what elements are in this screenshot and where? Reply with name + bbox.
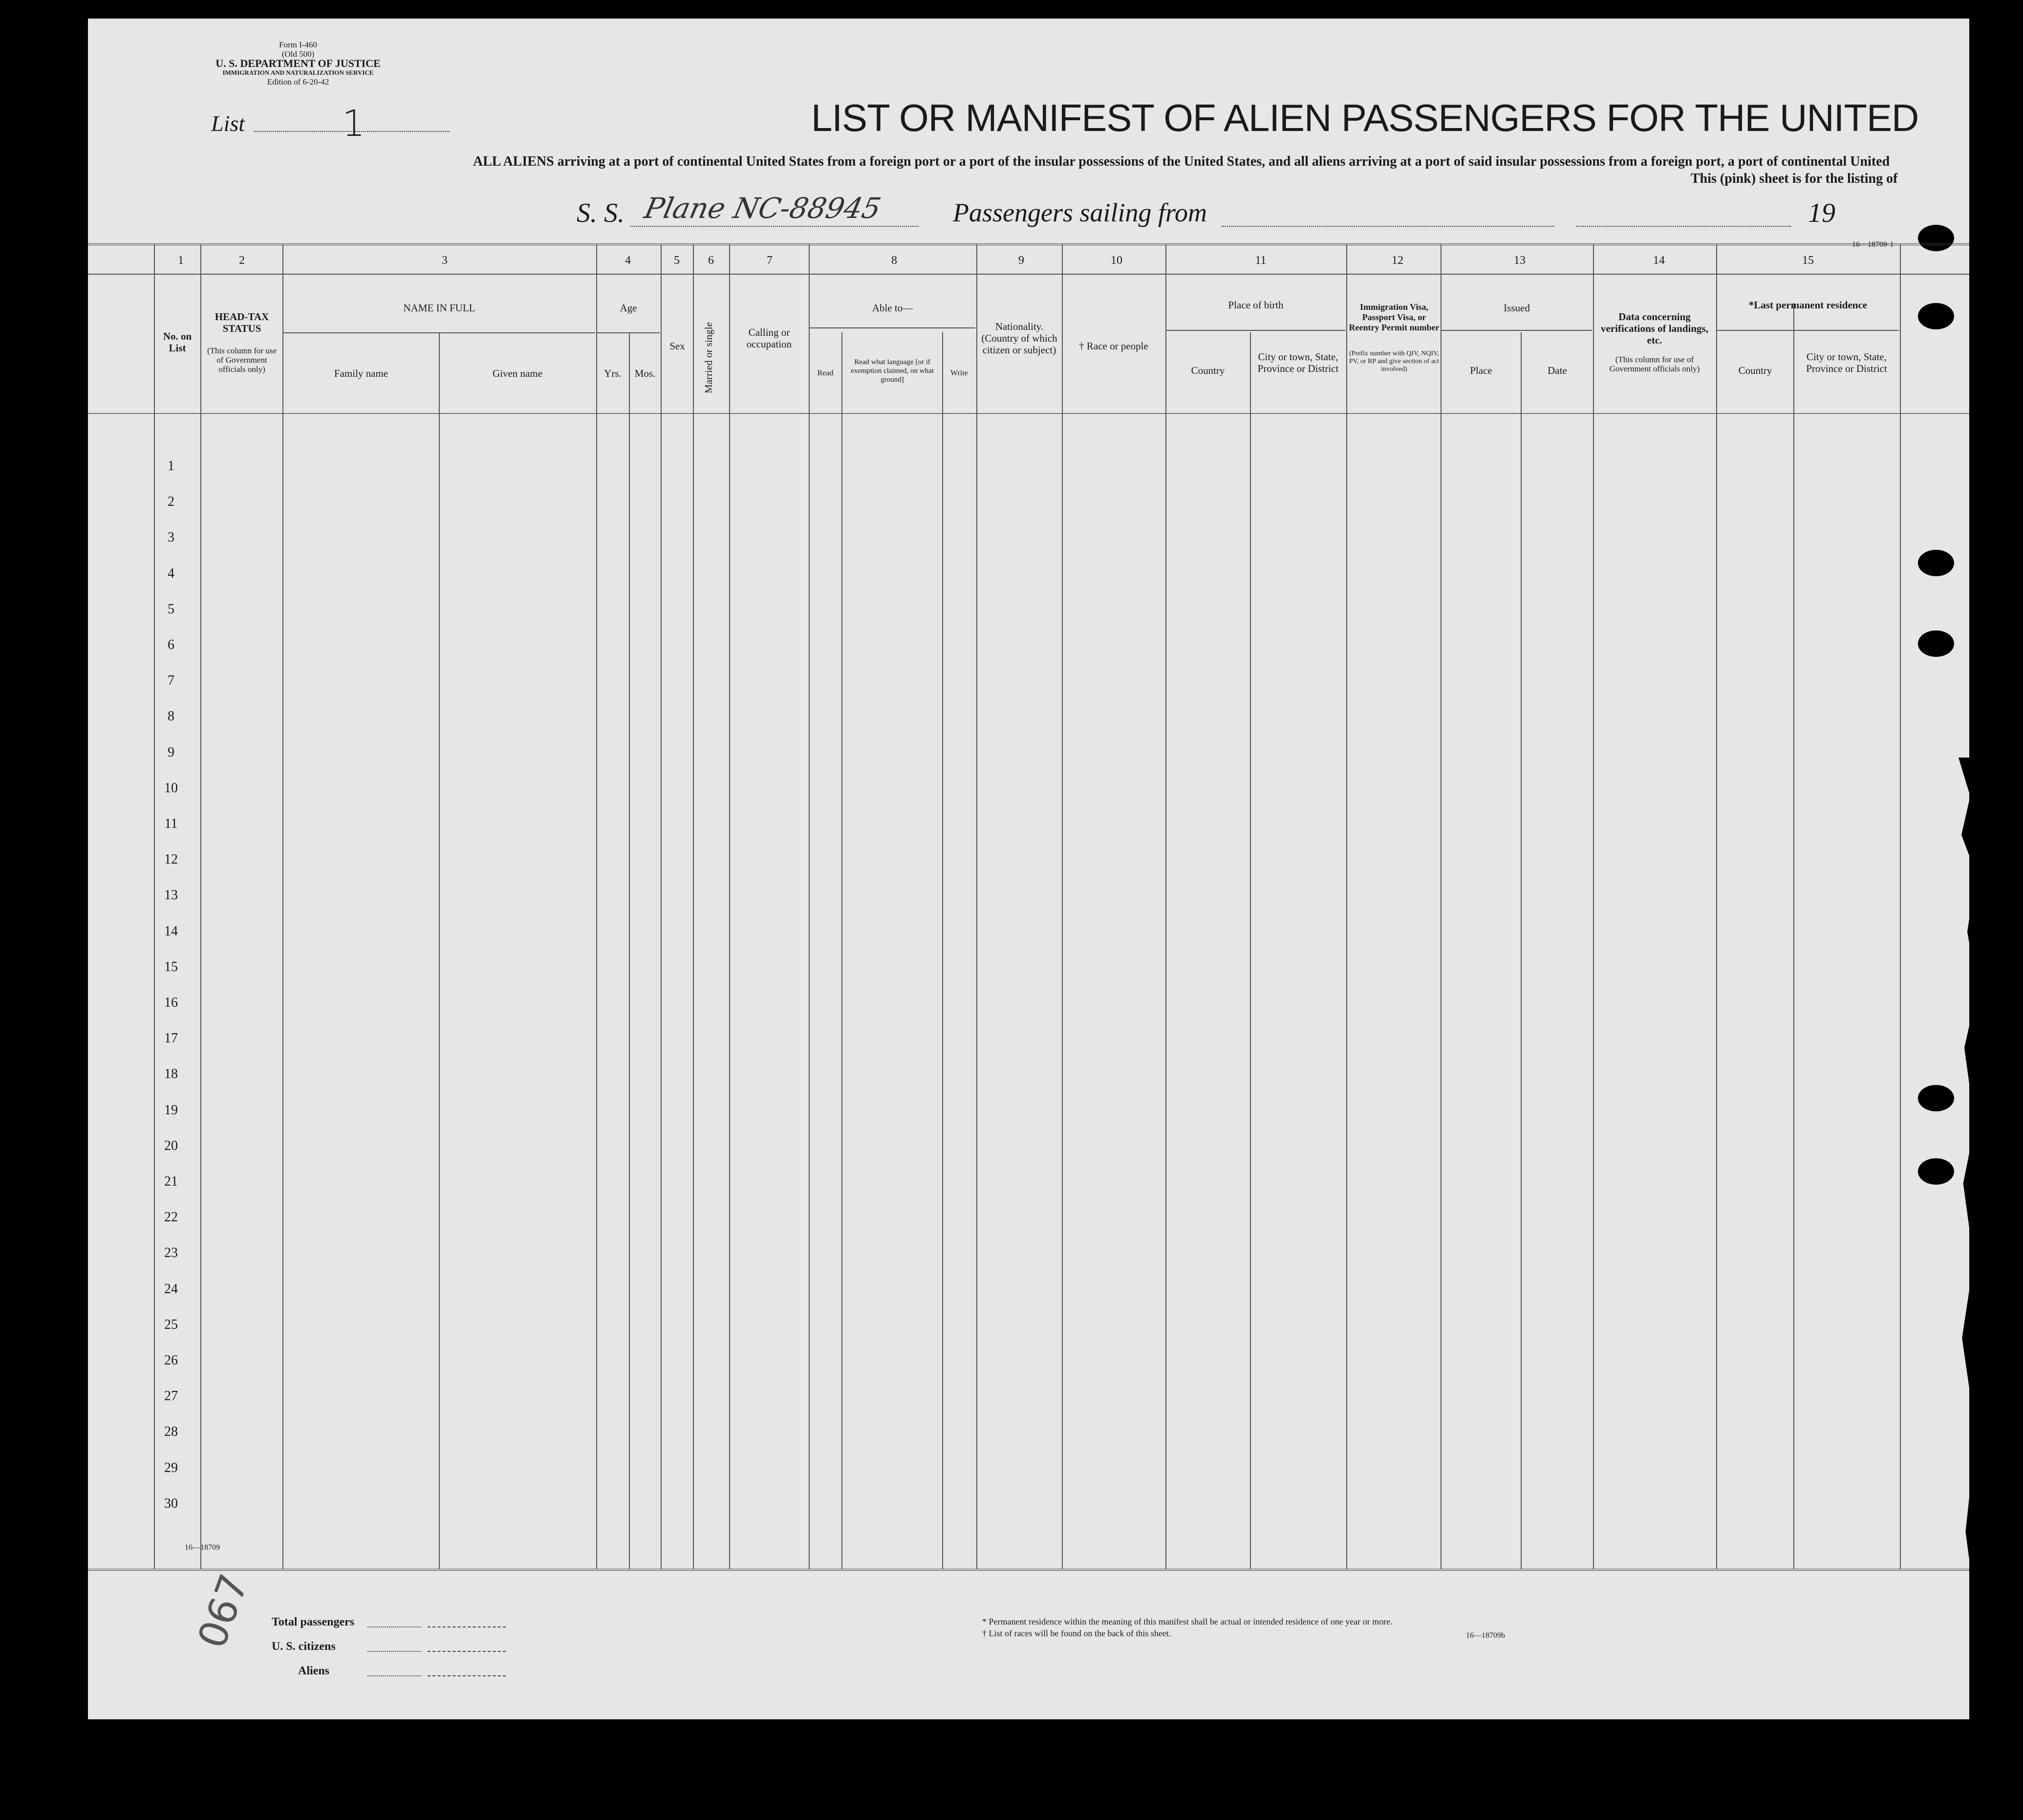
hdr-nationality: Nationality. (Country of which citizen or subject) — [981, 321, 1057, 356]
issued-subrule — [1442, 330, 1592, 331]
colnum-1: 1 — [178, 254, 184, 267]
department: U. S. DEPARTMENT OF JUSTICE — [215, 57, 381, 69]
bottom-code: 16—18709 — [185, 1543, 220, 1552]
hdr-data-note: (This column for use of Government officials only) — [1609, 355, 1700, 373]
header-top-rule — [88, 243, 1969, 245]
col-line — [976, 244, 977, 1569]
year-label: 19 — [1808, 198, 1835, 228]
ss-value: Plane NC-88945 — [641, 192, 884, 225]
age-subrule — [597, 332, 660, 333]
hdr-calling: Calling or occupation — [746, 326, 792, 350]
hdr-place: Place — [1470, 365, 1492, 376]
leader-dots — [367, 1675, 421, 1676]
col-line — [1593, 244, 1594, 1569]
colnum-15: 15 — [1802, 254, 1814, 267]
colnum-11: 11 — [1255, 254, 1267, 267]
colnum-4: 4 — [625, 254, 631, 267]
hdr-age: Age — [620, 302, 637, 314]
row-number: 24 — [164, 1281, 178, 1297]
top-code: 16—18709-1 — [1852, 240, 1894, 249]
colnum-9: 9 — [1018, 254, 1024, 267]
row-number: 17 — [164, 1031, 178, 1046]
hdr-data-concerning: Data concerning verifications of landings, etc. — [1601, 311, 1708, 346]
hdr-last-residence: *Last permanent residence — [1748, 299, 1868, 311]
col-line — [1346, 244, 1347, 1569]
aliens-field[interactable] — [428, 1675, 506, 1676]
hdr-country-2: Country — [1738, 365, 1772, 376]
punch-hole — [1918, 1085, 1954, 1111]
colnum-5: 5 — [674, 254, 680, 267]
col-line — [942, 332, 943, 1569]
colnum-3: 3 — [442, 254, 448, 267]
residence-subrule — [1717, 330, 1899, 331]
hdr-visa-note: (Prefix number with QIV, NQIV, PV, or RP and give section of act involved) — [1349, 350, 1440, 373]
sailing-port-line — [1222, 226, 1554, 227]
hdr-yrs: Yrs. — [604, 368, 622, 379]
punch-hole — [1918, 630, 1954, 657]
hdr-race: † Race or people — [1079, 340, 1148, 352]
col-line — [729, 244, 730, 1569]
row-number: 13 — [164, 888, 178, 903]
hdr-place-of-birth: Place of birth — [1228, 299, 1284, 311]
hdr-write: Write — [950, 369, 968, 377]
row-number: 28 — [164, 1424, 178, 1440]
hdr-city-town-2: City or town, State, Province or District — [1806, 351, 1887, 374]
colnum-6: 6 — [708, 254, 714, 267]
col-line — [596, 244, 597, 1569]
hdr-able-to: Able to— — [872, 302, 913, 314]
hdr-name-in-full: NAME IN FULL — [403, 302, 475, 314]
col-line — [154, 244, 155, 1569]
col-line — [439, 332, 440, 1569]
hdr-no-on-list: No. on List — [163, 330, 192, 354]
hdr-head-tax: HEAD-TAX STATUS — [215, 311, 269, 334]
row-number: 15 — [164, 959, 178, 975]
note-list-of-races: † List of races will be found on the back of this sheet. — [982, 1628, 1171, 1638]
punch-hole — [1918, 550, 1954, 576]
hdr-mos: Mos. — [634, 368, 656, 379]
colnum-8: 8 — [891, 254, 897, 267]
sailing-label: Passengers sailing from — [953, 198, 1207, 227]
subtitle-2: This (pink) sheet is for the listing of — [1691, 171, 1898, 186]
row-number: 23 — [164, 1245, 178, 1261]
form-identity — [195, 40, 401, 87]
service: IMMIGRATION AND NATURALIZATION SERVICE — [222, 69, 374, 76]
list-label: List — [211, 111, 245, 136]
row-number: 26 — [164, 1353, 178, 1368]
row-number: 30 — [164, 1495, 178, 1511]
col-line — [1900, 244, 1901, 1569]
row-number: 8 — [168, 709, 174, 724]
row-number: 18 — [164, 1066, 178, 1082]
name-subrule — [283, 332, 595, 333]
colnum-10: 10 — [1111, 254, 1122, 267]
row-number: 10 — [164, 780, 178, 796]
ss-field-line — [630, 226, 919, 227]
colnum-2: 2 — [239, 254, 245, 267]
row-number: 1 — [168, 458, 174, 474]
hdr-given-name: Given name — [492, 368, 543, 379]
col-line — [1521, 332, 1522, 1569]
row-number: 9 — [168, 744, 174, 760]
col-line — [693, 244, 694, 1569]
punch-hole — [1918, 1158, 1954, 1185]
table-bottom-rule — [88, 1569, 1969, 1571]
hdr-country: Country — [1191, 365, 1225, 376]
row-number: 19 — [164, 1102, 178, 1118]
hdr-married: Married or single — [703, 322, 714, 393]
col-line — [282, 244, 283, 1569]
leader-dots — [367, 1626, 421, 1627]
us-citizens-field[interactable] — [428, 1651, 506, 1652]
col-line — [200, 244, 201, 1569]
row-number: 6 — [168, 637, 174, 652]
punch-hole — [1918, 303, 1954, 329]
row-number: 21 — [164, 1174, 178, 1189]
row-number: 22 — [164, 1210, 178, 1225]
row-number: 11 — [164, 816, 178, 831]
row-number: 4 — [168, 565, 174, 581]
hdr-read-language: Read what language [or if exemption claimed, on what ground] — [851, 358, 934, 384]
row-number: 16 — [164, 995, 178, 1010]
total-passengers-field[interactable] — [428, 1626, 506, 1627]
hdr-family-name: Family name — [334, 368, 388, 379]
col-line — [1441, 244, 1442, 1569]
hdr-date: Date — [1548, 365, 1567, 376]
hdr-issued: Issued — [1504, 302, 1530, 314]
col-line — [1250, 332, 1251, 1569]
total-passengers-label: Total passengers — [272, 1616, 355, 1628]
row-number: 20 — [164, 1138, 178, 1153]
colnum-rule — [88, 274, 1969, 275]
form-number: Form I-460 — [279, 40, 317, 49]
hdr-city-town: City or town, State, Province or District — [1257, 351, 1339, 374]
colnum-7: 7 — [767, 254, 773, 267]
edition: Edition of 6-20-42 — [267, 77, 329, 87]
hdr-read: Read — [817, 369, 834, 377]
us-citizens-label: U. S. citizens — [272, 1640, 336, 1653]
birth-subrule — [1166, 330, 1345, 331]
row-number: 5 — [168, 601, 174, 617]
punch-hole — [1918, 225, 1954, 251]
sailing-date-line — [1576, 226, 1791, 227]
leader-dots — [367, 1651, 421, 1652]
row-number: 29 — [164, 1460, 178, 1475]
colnum-12: 12 — [1392, 254, 1403, 267]
hdr-head-tax-note: (This column for use of Government officials only) — [207, 346, 277, 374]
subtitle-1: ALL ALIENS arriving at a port of continental United States from a foreign port or a port of the insular possessions of the United States, and all aliens arriving at a port of said insular possessions from a foreign port, a port of continental United — [473, 154, 1890, 169]
row-number: 7 — [168, 673, 174, 689]
col-line — [661, 244, 662, 1569]
row-number: 25 — [164, 1317, 178, 1332]
page-title: LIST OR MANIFEST OF ALIEN PASSENGERS FOR THE UNITED — [811, 96, 1919, 139]
handwritten-number: 067 — [189, 1568, 258, 1654]
list-value: 1 — [342, 103, 366, 145]
row-number: 27 — [164, 1388, 178, 1404]
row-number: 14 — [164, 923, 178, 939]
able-subrule — [810, 327, 975, 328]
colnum-14: 14 — [1653, 254, 1665, 267]
row-number: 2 — [168, 494, 174, 510]
aliens-label: Aliens — [298, 1665, 330, 1677]
ss-label: S. S. — [577, 198, 624, 228]
footer-code: 16—18709b — [1466, 1631, 1505, 1640]
colnum-13: 13 — [1514, 254, 1526, 267]
col-line — [629, 332, 630, 1569]
col-line — [1716, 244, 1717, 1569]
row-number: 12 — [164, 852, 178, 867]
row-number: 3 — [168, 530, 174, 545]
col-line — [1062, 244, 1063, 1569]
col-line — [809, 244, 810, 1569]
col-line — [1165, 244, 1166, 1569]
note-permanent-residence: * Permanent residence within the meaning of this manifest shall be actual or intended residence of one year or more. — [982, 1617, 1393, 1626]
old-number: (Old 500) — [281, 49, 315, 59]
header-bottom-rule — [88, 413, 1969, 414]
col-line — [1793, 303, 1794, 1569]
col-line — [841, 332, 842, 1569]
hdr-visa: Immigration Visa, Passport Visa, or Reentry Permit number — [1349, 302, 1440, 332]
hdr-sex: Sex — [669, 340, 685, 352]
